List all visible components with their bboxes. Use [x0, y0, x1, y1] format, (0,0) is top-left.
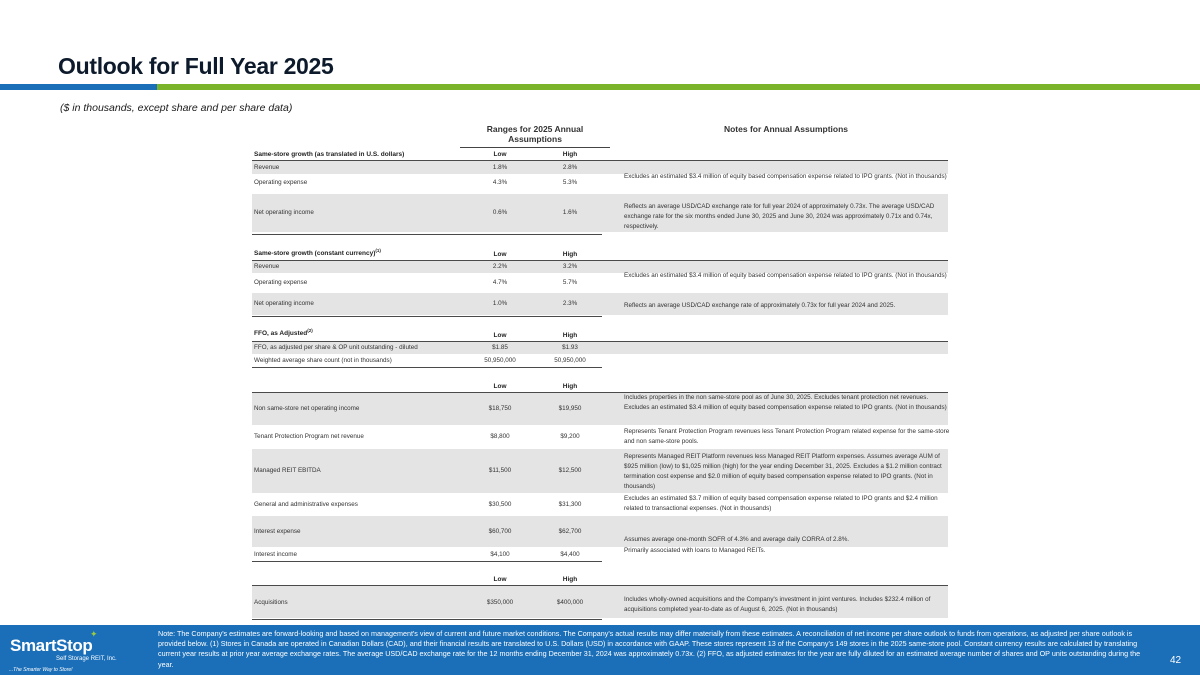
note-text: Excludes an estimated $3.4 million of equity based compensation expense related to IPO grants. (Not in thousands) — [624, 272, 947, 279]
row-high: $31,300 — [558, 501, 582, 508]
col-high-header: High — [562, 251, 578, 258]
footer-note: Note: The Company's estimates are forward-looking and based on management's view of current and future market conditions. The Company's actual results may differ materially from these estimates. A reconciliation of net income per share outlook to funds from operations, as adjusted per share outlook is provided below. (1) Stores in Canada are operated in Canadian Dollars (CAD), and their financial results are translated to U.S. Dollars (USD) in accordance with GAAP. These stores represent 13 of the Company's 149 stores in the 2025 same-store pool. Constant currency results are calculated by translating current year results at prior year average exchange rates. The average USD/CAD exchange rate for the 12 months ending December 31, 2024 was approximately 0.73x. (2) FFO, as adjusted estimates for the year are fully diluted for an estimated average number of shares and OP units outstanding during the year. — [158, 629, 1141, 669]
title-bar-blue — [0, 84, 157, 90]
row-low: 4.7% — [492, 279, 508, 286]
row-label: Non same-store net operating income — [254, 405, 360, 412]
note-text: Primarily associated with loans to Managed REITs. — [624, 547, 766, 554]
row-high: $12,500 — [558, 467, 582, 474]
row-high: $9,200 — [560, 433, 580, 440]
row-low: 1.0% — [492, 300, 508, 307]
row-label: General and administrative expenses — [254, 501, 358, 508]
row-high: 5.3% — [562, 179, 578, 186]
row-low: $30,500 — [488, 501, 512, 508]
row-low: $18,750 — [488, 405, 512, 412]
note-text: Reflects an average USD/CAD exchange rate for full year 2024 of approximately 0.73x. The average USD/CAD exchange rate for the six months ended June 30, 2025 and June 30, 2024 was approximately 0.71x and 0.74x, respectively. — [624, 203, 935, 230]
col-low-header: Low — [493, 151, 507, 158]
footnote-ref: (2) — [307, 328, 313, 333]
row-low: 2.2% — [492, 263, 508, 270]
row-label: Managed REIT EBITDA — [254, 467, 321, 474]
row-high: 2.3% — [562, 300, 578, 307]
page-title: Outlook for Full Year 2025 — [58, 53, 334, 79]
row-high: 3.2% — [562, 263, 578, 270]
row-label: Net operating income — [254, 209, 314, 216]
section-bottom-rule — [252, 619, 602, 620]
row-high: 50,950,000 — [554, 357, 586, 364]
row-low: $60,700 — [488, 528, 512, 535]
note-text: Includes properties in the non same-store pool as of June 30, 2025. Excludes tenant protection net revenues. Excludes an estimated $3.4 million of equity based compensation expense related to IPO grants. (Not in thousands) — [624, 394, 947, 411]
col-low-header: Low — [493, 251, 507, 258]
row-high: 2.8% — [562, 164, 578, 171]
row-label: FFO, as adjusted per share & OP unit outstanding - diluted — [254, 344, 418, 351]
note-text: Excludes an estimated $3.4 million of equity based compensation expense related to IPO grants. (Not in thousands) — [624, 173, 947, 180]
row-low: $8,800 — [490, 433, 510, 440]
col-high-header: High — [562, 151, 578, 158]
note-text: Excludes an estimated $3.7 million of equity based compensation expense related to IPO grants and $2.4 million related to transactional expenses. (Not in thousands) — [624, 495, 938, 512]
row-label: Interest expense — [254, 528, 301, 535]
section-bottom-rule — [252, 367, 602, 368]
row-label: Revenue — [254, 263, 280, 270]
row-low: 0.6% — [492, 209, 508, 216]
row-high: $62,700 — [558, 528, 582, 535]
row-label: Operating expense — [254, 279, 308, 286]
units-subtitle: ($ in thousands, except share and per share data) — [60, 102, 293, 114]
notes-header: Notes for Annual Assumptions — [723, 124, 849, 134]
col-low-header: Low — [493, 576, 507, 583]
row-low: 1.8% — [492, 164, 508, 171]
page-number: 42 — [1170, 655, 1182, 666]
section-label-text: FFO, as Adjusted — [254, 330, 308, 338]
row-label: Tenant Protection Program net revenue — [254, 433, 364, 440]
note-text: Assumes average one-month SOFR of 4.3% and average daily CORRA of 2.8%. — [624, 536, 850, 543]
note-text: Reflects an average USD/CAD exchange rate of approximately 0.73x for full year 2024 and 2025. — [624, 302, 896, 309]
logo-tagline: ...The Smarter Way to Store! — [9, 667, 73, 673]
row-low: 50,950,000 — [484, 357, 516, 364]
logo-brand: SmartStop — [10, 636, 93, 655]
title-bar-green — [157, 84, 1200, 90]
table-row — [252, 355, 948, 367]
row-label: Net operating income — [254, 300, 314, 307]
row-high: 5.7% — [562, 279, 578, 286]
row-label: Revenue — [254, 164, 280, 171]
section-bottom-rule — [252, 561, 602, 562]
row-low: 4.3% — [492, 179, 508, 186]
col-low-header: Low — [493, 383, 507, 390]
row-low: $350,000 — [486, 599, 514, 606]
ranges-header: Ranges for 2025 Annual Assumptions — [460, 124, 610, 148]
row-high: 1.6% — [562, 209, 578, 216]
col-high-header: High — [562, 576, 578, 583]
col-high-header: High — [562, 383, 578, 390]
logo-sub: Self Storage REIT, Inc. — [56, 656, 117, 662]
row-label: Interest income — [254, 551, 298, 558]
row-low: $4,100 — [490, 551, 510, 558]
row-high: $400,000 — [556, 599, 584, 606]
row-low: $1.85 — [492, 344, 508, 351]
footer-band — [0, 625, 1200, 675]
row-high: $1.93 — [562, 344, 578, 351]
table-row — [252, 342, 948, 354]
row-label: Operating expense — [254, 179, 308, 186]
row-label: Weighted average share count (not in thousands) — [254, 357, 392, 364]
section-bottom-rule — [252, 234, 602, 235]
note-text: Represents Managed REIT Platform revenues less Managed REIT Platform expenses. Assumes average AUM of $925 million (low) to $1,025 million (high) for the year ending December 31, 2025. Excludes a $1.2 million contract termination cost expense and $2.0 million of equity based compensation expense related to IPO grants. (Not in thousands) — [624, 453, 942, 490]
smartstop-logo — [8, 629, 138, 673]
row-low: $11,500 — [488, 467, 512, 474]
logo-star-icon: ✦ — [90, 629, 98, 639]
section-bottom-rule — [252, 316, 602, 317]
section-label — [254, 328, 313, 337]
col-high-header: High — [562, 332, 578, 339]
note-text: Includes wholly-owned acquisitions and the Company's investment in joint ventures. Includes $232.4 million of acquisitions completed year-to-date as of August 6, 2025. (Not in thousands) — [624, 596, 931, 613]
section-label: Same-store growth (as translated in U.S. dollars) — [254, 151, 405, 158]
section-label — [254, 248, 381, 257]
section-label-text: Same-store growth (constant currency) — [254, 250, 376, 258]
row-high: $19,950 — [558, 405, 582, 412]
col-low-header: Low — [493, 332, 507, 339]
footnote-ref: (1) — [375, 248, 381, 253]
row-high: $4,400 — [560, 551, 580, 558]
note-text: Represents Tenant Protection Program revenues less Tenant Protection Program related expense for the same-store and non same-store pools. — [624, 428, 950, 445]
row-label: Acquisitions — [254, 599, 288, 606]
